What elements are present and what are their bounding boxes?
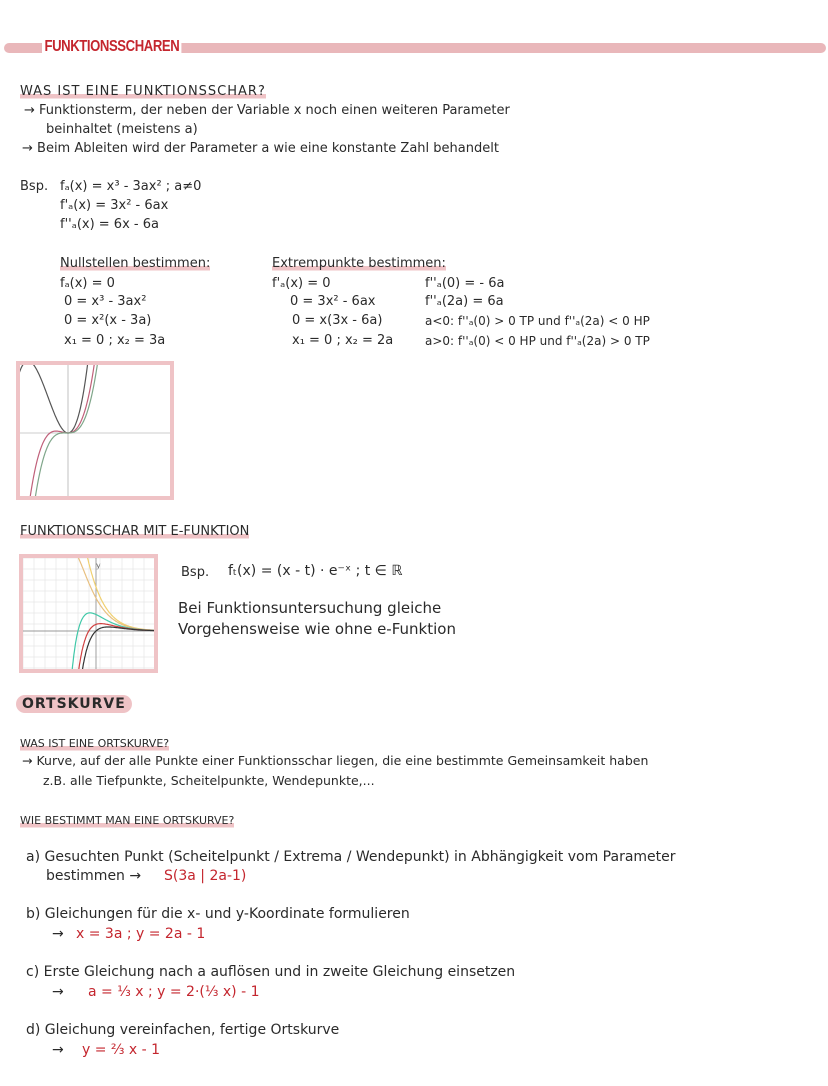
- formula: a>0: f''ₐ(0) < 0 HP und f''ₐ(2a) > 0 TP: [425, 334, 650, 348]
- section-heading-ortskurve: ORTSKURVE: [16, 695, 132, 713]
- function-curve: [82, 627, 154, 669]
- formula: f'ₐ(x) = 0: [272, 276, 331, 291]
- formula: 0 = x(3x - 6a): [292, 313, 383, 328]
- text-line: → Beim Ableiten wird der Parameter a wie eine konstante Zahl behandelt: [22, 141, 499, 156]
- formula: fₐ(x) = 0: [60, 276, 115, 291]
- text-line: beinhaltet (meistens a): [46, 122, 198, 137]
- formula: x₁ = 0 ; x₂ = 2a: [292, 333, 394, 348]
- step-a: a) Gesuchten Punkt (Scheitelpunkt / Extrema / Wendepunkt) in Abhängigkeit vom Parameter: [26, 849, 676, 865]
- page-title: FUNKTIONSSCHAREN: [42, 38, 182, 56]
- function-curve: [20, 365, 88, 433]
- text-line: → Funktionsterm, der neben der Variable x noch einen weiteren Parameter: [24, 103, 510, 118]
- formula: f''ₐ(x) = 6x - 6a: [60, 217, 159, 232]
- formula: f'ₐ(x) = 3x² - 6ax: [60, 198, 169, 213]
- example-label: Bsp.: [20, 179, 49, 194]
- cubic-graph: [16, 361, 174, 500]
- formula: f''ₐ(2a) = 6a: [425, 294, 504, 309]
- step-d: d) Gleichung vereinfachen, fertige Ortskurve: [26, 1022, 340, 1038]
- formula: 0 = x²(x - 3a): [64, 313, 152, 328]
- cubic-graph-plot: [20, 365, 170, 496]
- step-a-result: S(3a | 2a-1): [164, 868, 247, 884]
- step-c-result: a = ⅓ x ; y = 2·(⅓ x) - 1: [88, 984, 260, 1000]
- text-line: → Kurve, auf der alle Punkte einer Funktionsschar liegen, die eine bestimmte Gemeinsamkeit haben: [22, 753, 649, 768]
- formula: f''ₐ(0) = - 6a: [425, 276, 505, 291]
- formula: a<0: f''ₐ(0) > 0 TP und f''ₐ(2a) < 0 HP: [425, 314, 650, 328]
- section-heading: FUNKTIONSSCHAR MIT E-FUNKTION: [20, 524, 250, 539]
- example-label: Bsp.: [181, 565, 210, 580]
- step-b-arrow: →: [52, 926, 64, 942]
- exp-graph-plot: [23, 558, 154, 669]
- text-line: z.B. alle Tiefpunkte, Scheitelpunkte, Wendepunkte,...: [43, 773, 375, 788]
- step-a-arrow: bestimmen →: [46, 868, 142, 884]
- question-heading: WAS IST EINE ORTSKURVE?: [20, 737, 170, 750]
- section-heading: WAS IST EINE FUNKTIONSSCHAR?: [20, 84, 266, 99]
- exp-graph: [19, 554, 158, 673]
- subheading-extrempunkte: Extrempunkte bestimmen:: [272, 256, 446, 271]
- text-line: Vorgehensweise wie ohne e-Funktion: [178, 620, 456, 638]
- function-curve: [35, 365, 98, 496]
- subheading-nullstellen: Nullstellen bestimmen:: [60, 256, 211, 271]
- step-d-result: y = ⅔ x - 1: [82, 1042, 161, 1058]
- step-b: b) Gleichungen für die x- und y-Koordinate formulieren: [26, 906, 410, 922]
- step-b-result: x = 3a ; y = 2a - 1: [76, 926, 206, 942]
- formula: 0 = 3x² - 6ax: [290, 294, 376, 309]
- formula: 0 = x³ - 3ax²: [64, 294, 147, 309]
- formula: fₜ(x) = (x - t) · e⁻ˣ ; t ∈ ℝ: [228, 563, 403, 579]
- text-line: Bei Funktionsuntersuchung gleiche: [178, 599, 442, 617]
- step-c-arrow: →: [52, 984, 64, 1000]
- y-axis-label: y: [96, 561, 101, 570]
- formula: fₐ(x) = x³ - 3ax² ; a≠0: [60, 179, 202, 194]
- question-heading: WIE BESTIMMT MAN EINE ORTSKURVE?: [20, 814, 235, 827]
- step-c: c) Erste Gleichung nach a auflösen und in zweite Gleichung einsetzen: [26, 964, 516, 980]
- formula: x₁ = 0 ; x₂ = 3a: [64, 333, 166, 348]
- step-d-arrow: →: [52, 1042, 64, 1058]
